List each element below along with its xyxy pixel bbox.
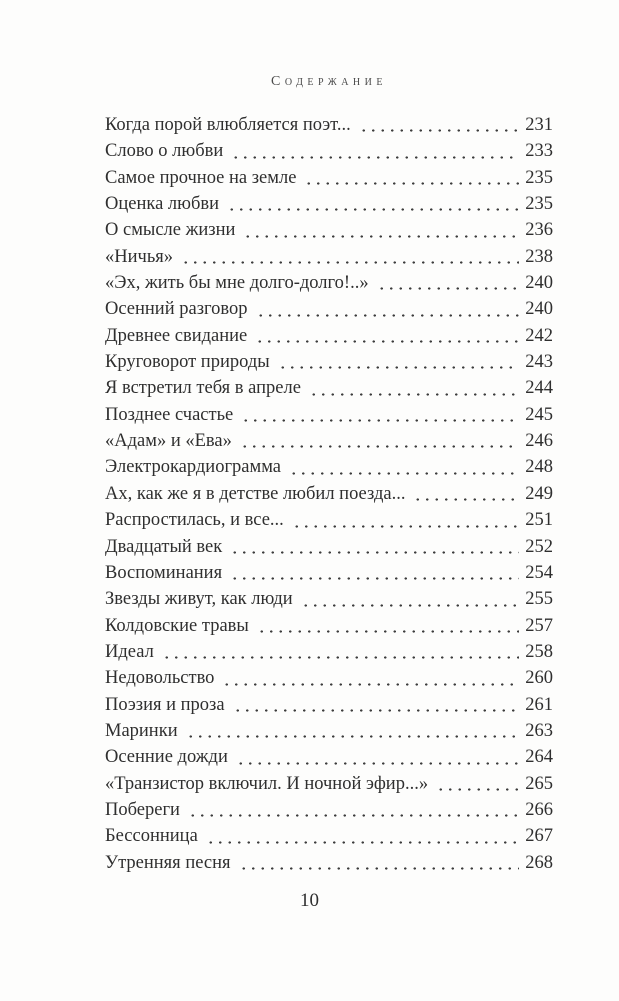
entry-page-number: 243 xyxy=(525,352,553,373)
toc-entry xyxy=(105,217,553,243)
entry-title: Ах, как же я в детстве любил поезда... xyxy=(105,483,406,504)
entry-page-number: 244 xyxy=(525,378,553,399)
entry-page-number: 235 xyxy=(525,194,553,215)
entry-title: Утренняя песня xyxy=(105,852,231,873)
entry-title: Недовольство xyxy=(105,668,215,689)
entry-page-number: 264 xyxy=(525,747,553,768)
dot-leader xyxy=(413,481,519,507)
toc-entry xyxy=(105,560,553,586)
dot-leader xyxy=(230,534,519,560)
entry-page-number: 235 xyxy=(525,167,553,188)
dot-leader xyxy=(292,507,519,533)
dot-leader xyxy=(236,744,519,770)
entry-title: Я встретил тебя в апреле xyxy=(105,378,301,399)
entry-page-number: 240 xyxy=(525,299,553,320)
dot-leader xyxy=(233,692,520,718)
entry-title: Бессонница xyxy=(105,826,198,847)
entry-page-number: 266 xyxy=(525,799,553,820)
entry-title: Колдовские травы xyxy=(105,615,249,636)
dot-leader xyxy=(301,586,520,612)
dot-leader xyxy=(188,797,519,823)
toc-entry xyxy=(105,112,553,138)
toc-entry xyxy=(105,534,553,560)
entry-title: Поэзия и проза xyxy=(105,694,225,715)
dot-leader xyxy=(162,639,519,665)
entry-page-number: 245 xyxy=(525,404,553,425)
entry-page-number: 248 xyxy=(525,457,553,478)
entry-page-number: 238 xyxy=(525,246,553,267)
dot-leader xyxy=(186,718,520,744)
entry-title: Маринки xyxy=(105,720,178,741)
dot-leader xyxy=(230,560,519,586)
entry-title: Слово о любви xyxy=(105,141,224,162)
dot-leader xyxy=(243,217,519,243)
toc-entry xyxy=(105,639,553,665)
entry-title: Осенний разговор xyxy=(105,299,248,320)
entry-title: Оценка любви xyxy=(105,194,220,215)
page-number: 10 xyxy=(300,889,319,911)
entry-page-number: 261 xyxy=(525,694,553,715)
entry-title: «Транзистор включил. И ночной эфир...» xyxy=(105,773,429,794)
dot-leader xyxy=(289,454,519,480)
entry-page-number: 268 xyxy=(525,852,553,873)
entry-title: «Эх, жить бы мне долго-долго!..» xyxy=(105,273,369,294)
dot-leader xyxy=(304,165,519,191)
entry-title: Самое прочное на земле xyxy=(105,167,297,188)
entry-page-number: 251 xyxy=(525,510,553,531)
dot-leader xyxy=(359,112,520,138)
entry-page-number: 252 xyxy=(525,536,553,557)
toc-entry xyxy=(105,823,553,849)
dot-leader xyxy=(240,428,519,454)
entry-title: Древнее свидание xyxy=(105,325,248,346)
entry-title: «Ничья» xyxy=(105,246,174,267)
entry-page-number: 263 xyxy=(525,720,553,741)
toc-entry xyxy=(105,323,553,349)
dot-leader xyxy=(278,349,520,375)
entry-title: О смысле жизни xyxy=(105,220,236,241)
toc-entry xyxy=(105,138,553,164)
dot-leader xyxy=(436,771,519,797)
toc-entry xyxy=(105,349,553,375)
entry-page-number: 258 xyxy=(525,641,553,662)
toc-entry xyxy=(105,454,553,480)
dot-leader xyxy=(256,296,520,322)
dot-leader xyxy=(227,191,519,217)
entry-page-number: 233 xyxy=(525,141,553,162)
toc-entry xyxy=(105,586,553,612)
toc-entry xyxy=(105,481,553,507)
entry-page-number: 242 xyxy=(525,325,553,346)
toc-entry xyxy=(105,375,553,401)
toc-entry xyxy=(105,692,553,718)
entry-page-number: 257 xyxy=(525,615,553,636)
toc-entry xyxy=(105,771,553,797)
dot-leader xyxy=(206,823,519,849)
entry-title: Побереги xyxy=(105,799,180,820)
dot-leader xyxy=(309,375,519,401)
entry-title: Электрокардиограмма xyxy=(105,457,282,478)
entry-title: Идеал xyxy=(105,641,154,662)
entry-title: Позднее счастье xyxy=(105,404,234,425)
dot-leader xyxy=(181,244,519,270)
toc-entry xyxy=(105,165,553,191)
entry-title: Звезды живут, как люди xyxy=(105,589,293,610)
entry-title: Осенние дожди xyxy=(105,747,228,768)
toc-entry xyxy=(105,244,553,270)
toc-entry xyxy=(105,270,553,296)
toc-entry xyxy=(105,665,553,691)
entry-page-number: 249 xyxy=(525,483,553,504)
toc-entry xyxy=(105,718,553,744)
entry-page-number: 246 xyxy=(525,431,553,452)
dot-leader xyxy=(377,270,520,296)
dot-leader xyxy=(231,138,519,164)
dot-leader xyxy=(222,665,519,691)
toc-entry xyxy=(105,191,553,217)
dot-leader xyxy=(239,850,520,876)
entry-title: Распростилась, и все... xyxy=(105,510,284,531)
toc-entry xyxy=(105,296,553,322)
toc-entry xyxy=(105,797,553,823)
entry-page-number: 255 xyxy=(525,589,553,610)
toc-list xyxy=(105,112,553,876)
dot-leader xyxy=(257,613,519,639)
entry-page-number: 267 xyxy=(525,826,553,847)
page-title: Содержание xyxy=(271,74,387,89)
toc-entry xyxy=(105,744,553,770)
entry-page-number: 265 xyxy=(525,773,553,794)
entry-title: Когда порой влюбляется поэт... xyxy=(105,115,351,135)
toc-entry xyxy=(105,402,553,428)
entry-title: Круговорот природы xyxy=(105,352,270,373)
entry-page-number: 236 xyxy=(525,220,553,241)
entry-page-number: 254 xyxy=(525,562,553,583)
entry-page-number: 240 xyxy=(525,273,553,294)
entry-title: Двадцатый век xyxy=(105,536,223,557)
entry-page-number: 260 xyxy=(525,668,553,689)
toc-entry xyxy=(105,507,553,533)
dot-leader xyxy=(255,323,519,349)
entry-title: «Адам» и «Ева» xyxy=(105,431,232,452)
entry-page-number: 231 xyxy=(525,115,553,135)
toc-entry xyxy=(105,428,553,454)
toc-entry xyxy=(105,613,553,639)
entry-title: Воспоминания xyxy=(105,562,223,583)
toc-entry xyxy=(105,850,553,876)
dot-leader xyxy=(241,402,519,428)
